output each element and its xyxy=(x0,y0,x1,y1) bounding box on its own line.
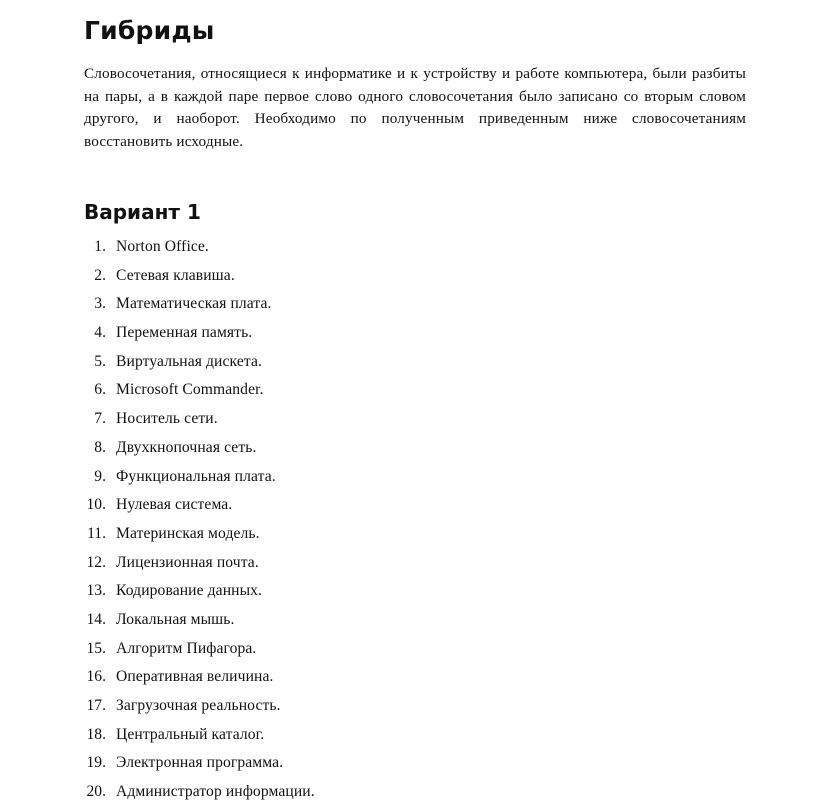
item-number: 17. xyxy=(86,697,106,714)
item-number: 15. xyxy=(86,639,106,657)
item-text: Центральный каталог. xyxy=(116,725,265,743)
item-number: 13. xyxy=(86,582,106,600)
item-text: Локальная мышь. xyxy=(116,610,235,628)
item-number: 19. xyxy=(86,754,106,772)
item-text: Носитель сети. xyxy=(116,410,218,428)
item-number: 7. xyxy=(94,410,106,428)
item-text: Функциональная плата. xyxy=(116,467,276,485)
item-text: Двухкнопочная сеть. xyxy=(116,438,257,456)
item-number: 12. xyxy=(86,553,106,571)
intro-paragraph: Словосочетания, относящиеся к информатике и к устройству и работе компьютера, были разбиты на пары, а в каждой паре первое слово одного словосочетания было записано со вторым словом другого, и наоборот. Необходимо по полученным приведенным ниже словосочетаниям восстановить исходные. xyxy=(84,65,746,150)
item-number: 3. xyxy=(94,295,106,313)
page-title: Гибриды xyxy=(84,16,215,45)
item-number: 18. xyxy=(86,725,106,743)
item-number: 2. xyxy=(94,266,106,284)
item-number: 10. xyxy=(86,496,106,514)
item-number: 5. xyxy=(94,352,106,370)
item-text: Загрузочная реальность. xyxy=(116,697,281,714)
item-text: Математическая плата. xyxy=(116,295,272,313)
variant-heading: Вариант 1 xyxy=(84,200,201,224)
item-text: Norton Office. xyxy=(116,238,209,255)
item-number: 16. xyxy=(86,668,106,686)
item-text: Кодирование данных. xyxy=(116,582,263,600)
item-text: Переменная память. xyxy=(116,324,253,342)
item-number: 20. xyxy=(86,783,106,801)
item-number: 8. xyxy=(94,438,106,456)
item-text: Microsoft Commander. xyxy=(116,381,264,399)
item-text: Оперативная величина. xyxy=(116,668,274,686)
item-number: 11. xyxy=(87,524,106,542)
item-number: 1. xyxy=(94,238,106,255)
item-text: Виртуальная дискета. xyxy=(116,352,262,370)
item-text: Администратор информации. xyxy=(116,783,315,801)
item-text: Нулевая система. xyxy=(116,496,233,514)
item-text: Сетевая клавиша. xyxy=(116,266,235,284)
item-text: Алгоритм Пифагора. xyxy=(116,639,257,657)
item-text: Электронная программа. xyxy=(116,754,284,772)
item-number: 4. xyxy=(94,324,106,342)
item-number: 14. xyxy=(86,610,106,628)
item-text: Материнская модель. xyxy=(116,524,260,542)
item-number: 9. xyxy=(94,467,106,485)
item-number: 6. xyxy=(94,381,106,399)
item-text: Лицензионная почта. xyxy=(116,553,259,571)
